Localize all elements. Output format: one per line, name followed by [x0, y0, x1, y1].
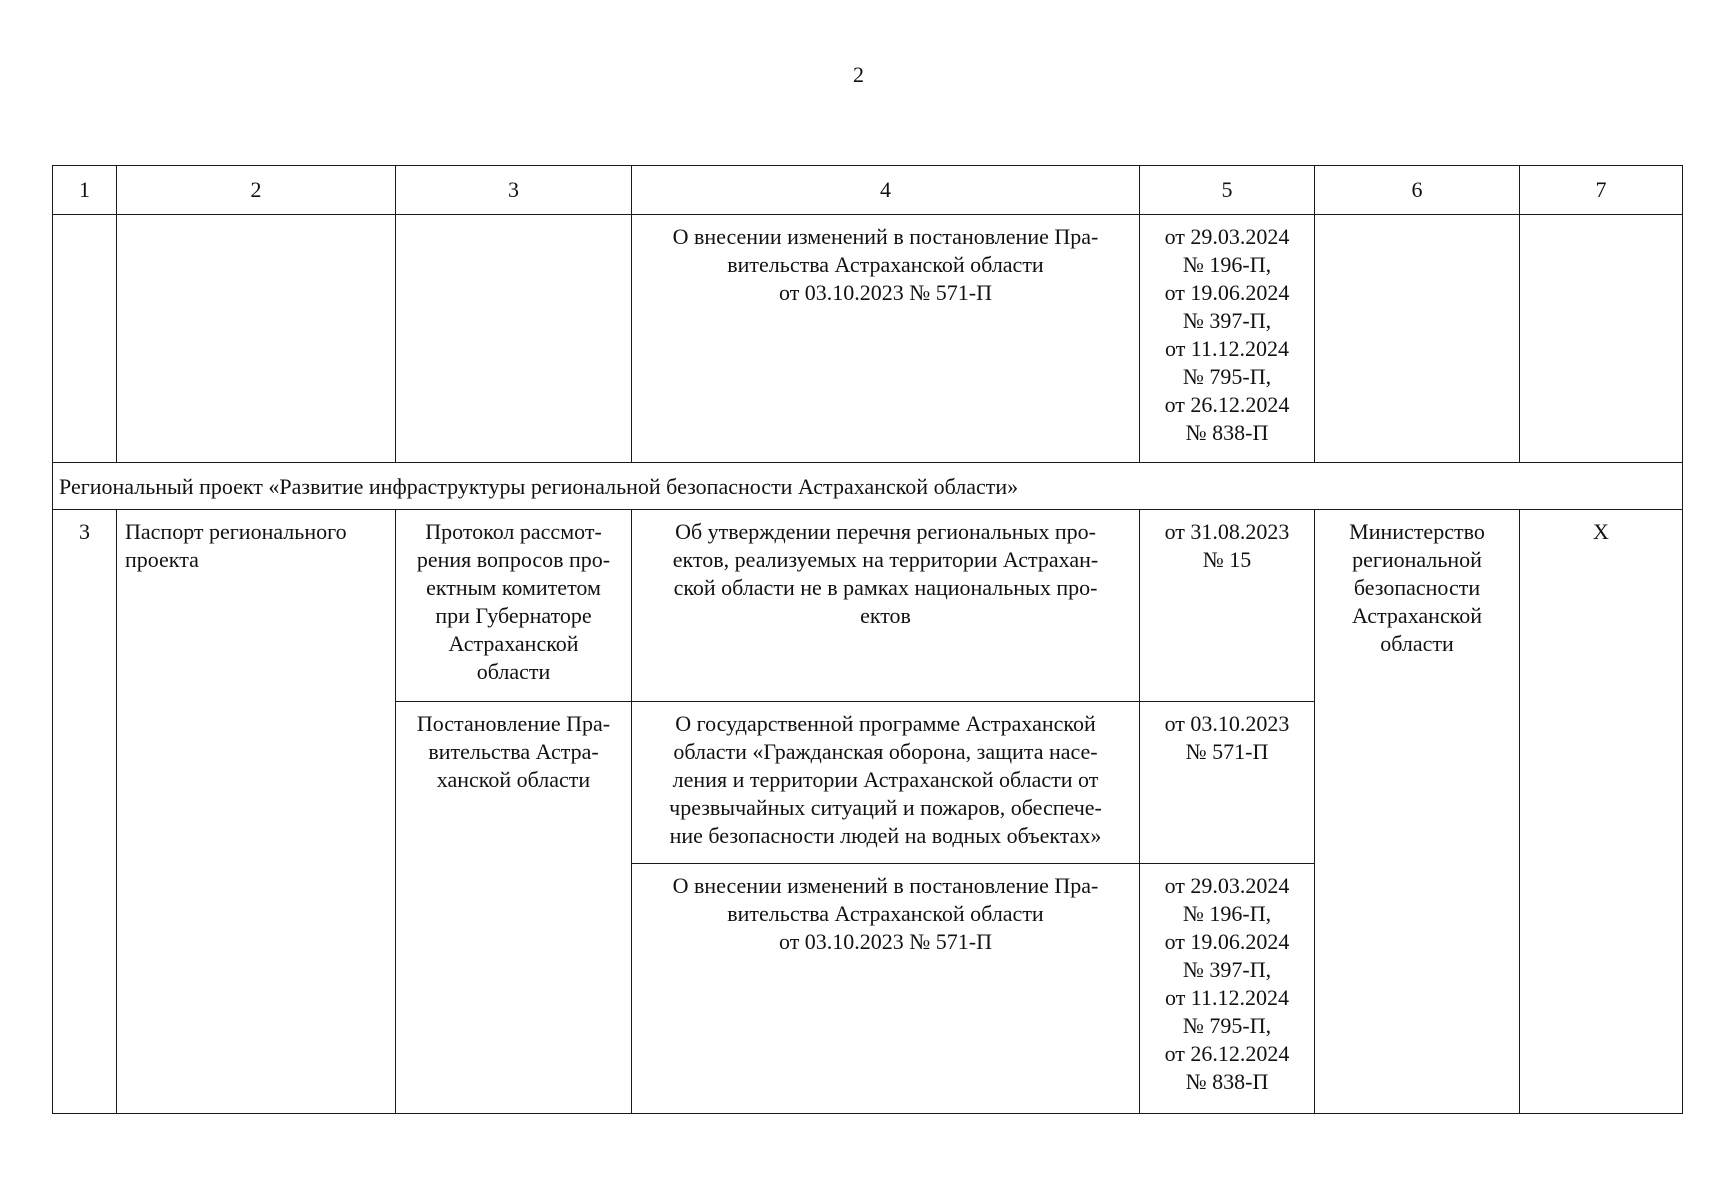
- page-number: 2: [853, 62, 864, 87]
- header-cell-2: 2: [117, 166, 396, 215]
- protocol-date: от 31.08.2023 № 15: [1140, 510, 1315, 702]
- continued-cell-3: [396, 215, 632, 463]
- responsible-ministry: Министерство региональной безопасности Астраханской области: [1315, 510, 1520, 1114]
- continued-cell-2: [117, 215, 396, 463]
- section-row: [53, 463, 1683, 510]
- continued-document-title: О внесении изменений в постановление Пра- вительства Астраханской области от 03.10.2023 № 571-П: [632, 215, 1140, 463]
- program-title: О государственной программе Астраханской области «Гражданская оборона, защита насе- ления и территории Астраханской области от чрезвычайных ситуаций и пожаров, обеспече- ние безопасности людей на водных объектах»: [632, 702, 1140, 864]
- mark-cell: Х: [1520, 510, 1683, 1114]
- continued-cell-6: [1315, 215, 1520, 463]
- table-row-continued: [53, 215, 1683, 463]
- continued-document-dates: от 29.03.2024 № 196-П, от 19.06.2024 № 397-П, от 11.12.2024 № 795-П, от 26.12.2024 № 838-П: [1140, 215, 1315, 463]
- header-cell-1: 1: [53, 166, 117, 215]
- continued-cell-7: [1520, 215, 1683, 463]
- protocol-issuer: Протокол рассмот- рения вопросов про- ектным комитетом при Губернаторе Астраханской области: [396, 510, 632, 702]
- row-number: 3: [53, 510, 117, 1114]
- header-cell-4: 4: [632, 166, 1140, 215]
- program-date: от 03.10.2023 № 571-П: [1140, 702, 1315, 864]
- header-cell-5: 5: [1140, 166, 1315, 215]
- document-type: Паспорт регионального проекта: [117, 510, 396, 1114]
- amendment-title: О внесении изменений в постановление Пра- вительства Астраханской области от 03.10.2023 № 571-П: [632, 864, 1140, 1114]
- header-row: [53, 166, 1683, 215]
- header-cell-3: 3: [396, 166, 632, 215]
- protocol-title: Об утверждении перечня региональных про- ектов, реализуемых на территории Астрахан- ской области не в рамках национальных про- ектов: [632, 510, 1140, 702]
- table-row-3-sub1: [53, 510, 1683, 702]
- continued-cell-1: [53, 215, 117, 463]
- resolution-issuer: Постановление Пра- вительства Астра- ханской области: [396, 702, 632, 1114]
- amendment-dates: от 29.03.2024 № 196-П, от 19.06.2024 № 397-П, от 11.12.2024 № 795-П, от 26.12.2024 № 838-П: [1140, 864, 1315, 1114]
- section-title: Региональный проект «Развитие инфраструктуры региональной безопасности Астраханской области»: [53, 463, 1683, 510]
- header-cell-6: 6: [1315, 166, 1520, 215]
- document-table: [52, 165, 1683, 1114]
- header-cell-7: 7: [1520, 166, 1683, 215]
